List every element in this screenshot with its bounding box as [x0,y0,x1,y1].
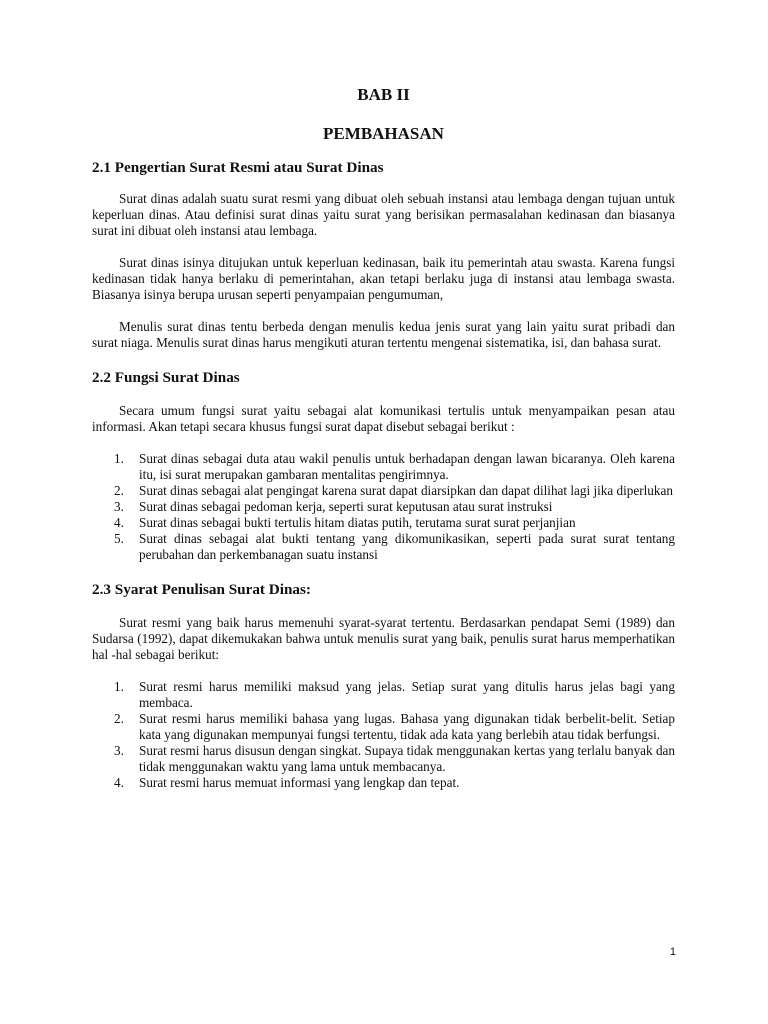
requirements-list [92,679,675,791]
paragraph-2-3: Surat resmi yang baik harus memenuhi syarat-syarat tertentu. Berdasarkan pendapat Semi (1989) dan Sudarsa (1992), dapat dikemukakan bahwa untuk menulis surat yang baik, penulis surat harus memperhatikan hal -hal sebagai berikut: [92,615,675,662]
list-item-number: 2. [114,711,124,726]
list-item-text: Surat dinas sebagai pedoman kerja, seperti surat keputusan atau surat instruksi [139,499,553,514]
list-item-number: 1. [114,451,124,466]
document-page [92,84,675,791]
list-item-text: Surat resmi harus memiliki maksud yang jelas. Setiap surat yang ditulis harus jelas bagi yang membaca. [139,679,675,710]
chapter-subtitle: PEMBAHASAN [323,124,444,143]
list-item [92,451,675,483]
paragraph-2-1-a: Surat dinas adalah suatu surat resmi yang dibuat oleh sebuah instansi atau lembaga dengan tujuan untuk keperluan dinas. Atau definisi surat dinas yaitu surat yang berisikan permasalahan kedinasan dan biasanya surat ini dibuat oleh instansi atau lembaga. [92,191,675,238]
section-heading-2-3: 2.3 Syarat Penulisan Surat Dinas: [92,581,311,598]
list-item-text: Surat dinas sebagai duta atau wakil penulis untuk berhadapan dengan lawan bicaranya. Oleh karena itu, isi surat merupakan gambaran mentalitas pengirimnya. [139,451,675,482]
paragraph-2-1-b: Surat dinas isinya ditujukan untuk keperluan kedinasan, baik itu pemerintah atau swasta. Karena fungsi kedinasan tidak hanya berlaku di pemerintahan, akan tetapi berlaku juga di instansi atau lembaga swasta. Biasanya isinya berupa urusan seperti penyampaian pengumuman, [92,255,675,302]
list-item-text: Surat dinas sebagai alat pengingat karena surat dapat diarsipkan dan dapat dilihat lagi jika diperlukan [139,483,673,498]
section-heading-2-1: 2.1 Pengertian Surat Resmi atau Surat Dinas [92,159,384,176]
list-item [92,743,675,775]
chapter-title: BAB II [357,85,410,104]
list-item-number: 1. [114,679,124,694]
list-item [92,483,675,499]
list-item-text: Surat resmi harus memuat informasi yang lengkap dan tepat. [139,775,460,790]
list-item [92,515,675,531]
section-heading-2-2: 2.2 Fungsi Surat Dinas [92,369,240,386]
list-item-text: Surat dinas sebagai alat bukti tentang yang dikomunikasikan, seperti pada surat surat tentang perubahan dan perkembanagan suatu instansi [139,531,675,562]
list-item-number: 4. [114,775,124,790]
paragraph-2-2: Secara umum fungsi surat yaitu sebagai alat komunikasi tertulis untuk menyampaikan pesan atau informasi. Akan tetapi secara khusus fungsi surat dapat disebut sebagai berikut : [92,403,675,434]
paragraph-2-1-c: Menulis surat dinas tentu berbeda dengan menulis kedua jenis surat yang lain yaitu surat pribadi dan surat niaga. Menulis surat dinas harus mengikuti aturan tertentu mengenai sistematika, isi, dan bahasa surat. [92,319,675,350]
list-item [92,775,675,791]
list-item-text: Surat resmi harus memiliki bahasa yang lugas. Bahasa yang digunakan tidak berbelit-belit. Setiap kata yang digunakan mempunyai fungsi tertentu, tidak ada kata yang berlebih atau tidak berfungsi. [139,711,675,742]
list-item [92,679,675,711]
list-item-text: Surat dinas sebagai bukti tertulis hitam diatas putih, terutama surat surat perjanjian [139,515,576,530]
list-item [92,711,675,743]
list-item-number: 2. [114,483,124,498]
list-item-number: 3. [114,499,124,514]
list-item-text: Surat resmi harus disusun dengan singkat. Supaya tidak menggunakan kertas yang terlalu banyak dan tidak menggunakan waktu yang lama untuk membacanya. [139,743,675,774]
list-item-number: 4. [114,515,124,530]
page-number: 1 [669,946,676,958]
function-list [92,451,675,563]
list-item-number: 3. [114,743,124,758]
list-item-number: 5. [114,531,124,546]
list-item [92,531,675,563]
list-item [92,499,675,515]
